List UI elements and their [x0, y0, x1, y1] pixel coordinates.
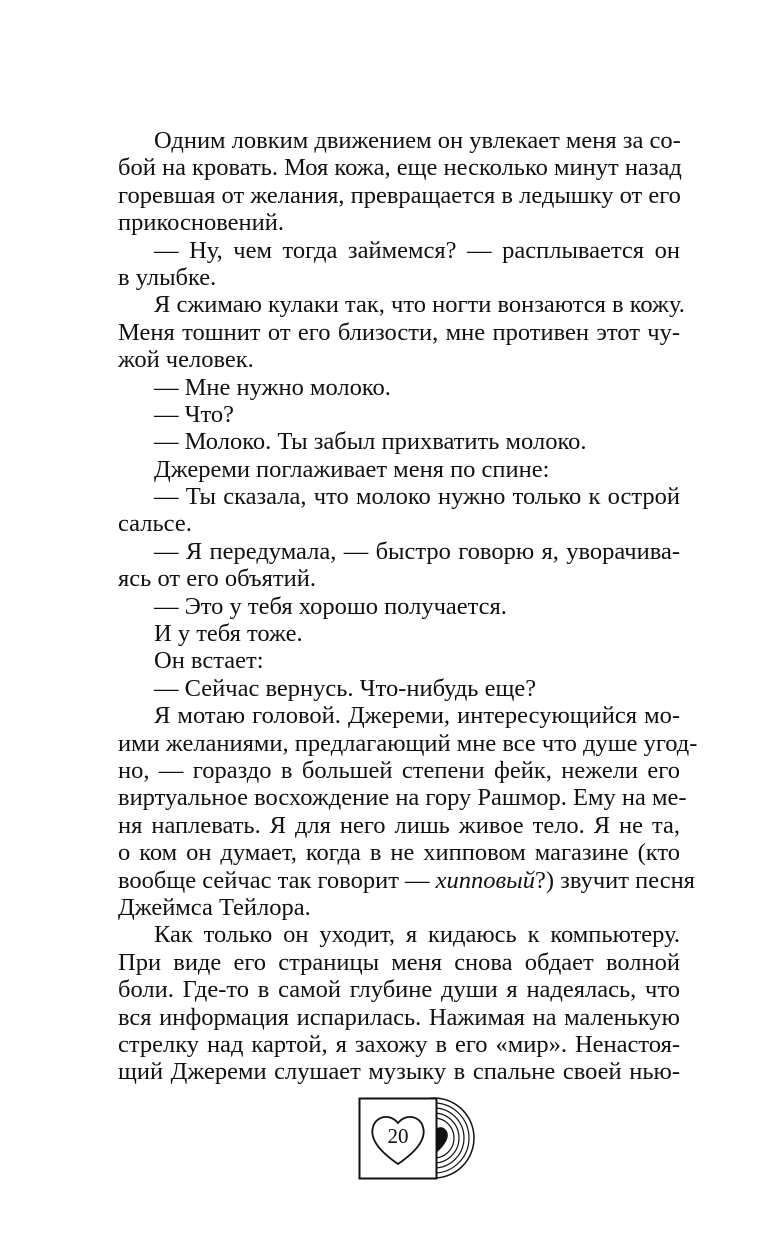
- text-line: Меня тошнит от его близости, мне противен этот чу-: [118, 318, 680, 346]
- page-body-text: [118, 127, 698, 1086]
- text-line: но, — гораздо в большей степени фейк, нежели его: [118, 756, 680, 784]
- text-line: вся информация испарилась. Нажимая на маленькую: [118, 1003, 680, 1031]
- text-line: Джеймса Тейлора.: [118, 893, 311, 921]
- text-line: И у тебя тоже.: [154, 620, 303, 648]
- text-line: Одним ловким движением он увлекает меня за со-: [154, 127, 681, 154]
- text-line: горевшая от желания, превращается в ледышку от его: [118, 181, 681, 209]
- page-number: 20: [387, 1124, 409, 1148]
- text-line: — Мне нужно молоко.: [154, 373, 391, 401]
- page-number-ornament: [358, 1097, 478, 1183]
- vinyl-record-icon: [358, 1097, 478, 1183]
- text-line: Джереми поглаживает меня по спине:: [154, 455, 550, 483]
- text-line: ясь от его объятий.: [118, 565, 316, 593]
- text-line: — Сейчас вернусь. Что-нибудь еще?: [154, 674, 537, 702]
- text-line: — Ты сказала, что молоко нужно только к острой: [154, 483, 680, 511]
- text-line: жой человек.: [118, 346, 254, 374]
- text-line: — Это у тебя хорошо получается.: [154, 592, 507, 620]
- text-line: — Ну, чем тогда займемся? — расплывается он: [154, 236, 680, 264]
- text-line: Я мотаю головой. Джереми, интересующийся мо-: [154, 702, 680, 730]
- text-line: — Что?: [154, 400, 235, 428]
- text-line: Он встает:: [154, 647, 264, 675]
- text-line: бой на кровать. Моя кожа, еще несколько минут назад: [118, 154, 682, 182]
- text-line: Как только он уходит, я кидаюсь к компьютеру.: [154, 921, 680, 949]
- text-line: в улыбке.: [118, 263, 217, 291]
- text-line: стрелку над картой, я захожу в его «мир». Ненастоя-: [118, 1030, 680, 1058]
- italic-word: хипповый: [435, 866, 536, 894]
- text-line: — Я передумала, — быстро говорю я, уворачива-: [154, 537, 680, 565]
- text-line: щий Джереми слушает музыку в спальне своей нью-: [118, 1058, 680, 1086]
- text-line: прикосновений.: [118, 209, 284, 237]
- text-line-italic: вообще сейчас так говорит — хипповый?) звучит песня: [118, 866, 695, 894]
- text-line: ими желаниями, предлагающий мне все что душе угод-: [118, 729, 698, 757]
- text-line: виртуальное восхождение на гору Рашмор. Ему на ме-: [118, 784, 687, 812]
- text-line: — Молоко. Ты забыл прихватить молоко.: [154, 428, 587, 456]
- text-line: сальсе.: [118, 510, 192, 538]
- text-line: боли. Где-то в самой глубине души я надеялась, что: [118, 976, 680, 1004]
- text-line: о ком он думает, когда в не хипповом магазине (кто: [118, 839, 680, 867]
- text-line: При виде его страницы меня снова обдает волной: [118, 948, 680, 976]
- text-line: ня наплевать. Я для него лишь живое тело. Я не та,: [118, 811, 680, 839]
- text-line: Я сжимаю кулаки так, что ногти вонзаются в кожу.: [154, 291, 685, 319]
